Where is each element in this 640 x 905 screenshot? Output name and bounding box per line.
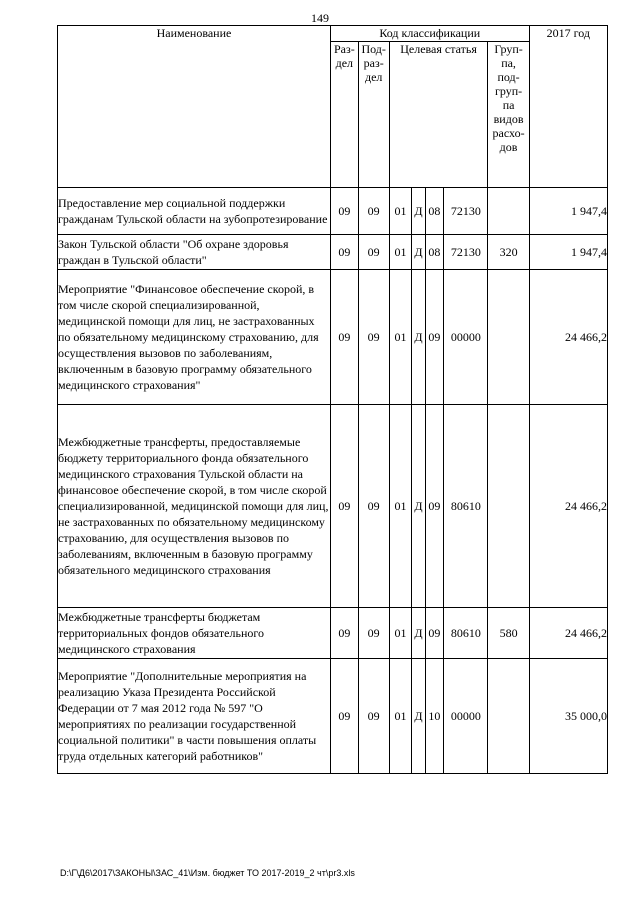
header-subsection: Под- раз- дел xyxy=(358,42,389,188)
header-expense-group: Груп- па, под- груп- па видов расхо- дов xyxy=(488,42,529,188)
row-target-program: 01 xyxy=(389,188,412,235)
row-target-letter: Д xyxy=(412,270,425,405)
row-amount: 24 466,2 xyxy=(529,608,607,659)
table-row xyxy=(58,235,608,270)
row-amount: 24 466,2 xyxy=(529,405,607,608)
row-target-event: 09 xyxy=(425,608,444,659)
header-year: 2017 год xyxy=(529,26,607,188)
row-target-event: 10 xyxy=(425,659,444,774)
row-subsection: 09 xyxy=(358,405,389,608)
row-expense-group xyxy=(488,270,529,405)
row-target-code: 80610 xyxy=(444,608,488,659)
row-section: 09 xyxy=(330,608,358,659)
row-target-event: 09 xyxy=(425,405,444,608)
row-subsection: 09 xyxy=(358,188,389,235)
row-subsection: 09 xyxy=(358,659,389,774)
row-target-program: 01 xyxy=(389,270,412,405)
row-expense-group xyxy=(488,188,529,235)
row-section: 09 xyxy=(330,659,358,774)
row-target-letter: Д xyxy=(412,235,425,270)
row-target-program: 01 xyxy=(389,659,412,774)
row-expense-group xyxy=(488,659,529,774)
row-name: Межбюджетные трансферты, предоставляемые бюджету территориального фонда обязательного медицинского страхования Тульской области на финансовое обеспечение скорой, в том числе скорой специализированной, медицинской помощи для лиц, не застрахованных по обязательному медицинскому страхованию, для осуществления вызовов по заболеваниям, включенным в базовую программу обязательного медицинского страхования xyxy=(58,405,331,608)
file-path-footer: D:\Г\Д6\2017\ЗАКОНЫ\ЗАС_41\Изм. бюджет ТО 2017-2019_2 чт\pr3.xls xyxy=(60,868,355,878)
row-subsection: 09 xyxy=(358,270,389,405)
row-target-code: 72130 xyxy=(444,235,488,270)
row-amount: 1 947,4 xyxy=(529,188,607,235)
row-amount: 1 947,4 xyxy=(529,235,607,270)
row-section: 09 xyxy=(330,270,358,405)
row-subsection: 09 xyxy=(358,608,389,659)
row-name: Мероприятие "Финансовое обеспечение скорой, в том числе скорой специализированной, медицинской помощи для лиц, не застрахованных по обязательному медицинскому страхованию, для осуществления вызовов по заболеваниям, включенным в базовую программу обязательного медицинского страхования" xyxy=(58,270,331,405)
budget-table xyxy=(57,25,608,774)
table-row xyxy=(58,188,608,235)
page-number: 149 xyxy=(311,11,329,25)
row-section: 09 xyxy=(330,235,358,270)
row-name: Межбюджетные трансферты бюджетам территориальных фондов обязательного медицинского страхования xyxy=(58,608,331,659)
row-target-code: 00000 xyxy=(444,270,488,405)
row-name: Закон Тульской области "Об охране здоровья граждан в Тульской области" xyxy=(58,235,331,270)
row-target-letter: Д xyxy=(412,188,425,235)
header-name: Наименование xyxy=(58,26,331,188)
table-row xyxy=(58,405,608,608)
table-row xyxy=(58,608,608,659)
row-target-event: 08 xyxy=(425,188,444,235)
table-row xyxy=(58,270,608,405)
row-target-program: 01 xyxy=(389,405,412,608)
row-target-code: 72130 xyxy=(444,188,488,235)
row-target-event: 09 xyxy=(425,270,444,405)
row-subsection: 09 xyxy=(358,235,389,270)
header-section: Раз- дел xyxy=(330,42,358,188)
row-target-letter: Д xyxy=(412,405,425,608)
header-classification-code: Код классификации xyxy=(330,26,529,42)
row-amount: 35 000,0 xyxy=(529,659,607,774)
row-target-program: 01 xyxy=(389,608,412,659)
row-name: Мероприятие "Дополнительные мероприятия на реализацию Указа Президента Российской Федерации от 7 мая 2012 года № 597 "О мероприятиях по реализации государственной социальной политики" в части повышения оплаты труда отдельных категорий работников" xyxy=(58,659,331,774)
row-expense-group: 320 xyxy=(488,235,529,270)
row-target-event: 08 xyxy=(425,235,444,270)
row-name: Предоставление мер социальной поддержки гражданам Тульской области на зубопротезирование xyxy=(58,188,331,235)
row-target-letter: Д xyxy=(412,608,425,659)
row-target-letter: Д xyxy=(412,659,425,774)
row-target-program: 01 xyxy=(389,235,412,270)
table-row xyxy=(58,659,608,774)
row-target-code: 00000 xyxy=(444,659,488,774)
row-target-code: 80610 xyxy=(444,405,488,608)
row-expense-group xyxy=(488,405,529,608)
row-section: 09 xyxy=(330,188,358,235)
row-section: 09 xyxy=(330,405,358,608)
header-target-article: Целевая статья xyxy=(389,42,488,188)
row-amount: 24 466,2 xyxy=(529,270,607,405)
row-expense-group: 580 xyxy=(488,608,529,659)
